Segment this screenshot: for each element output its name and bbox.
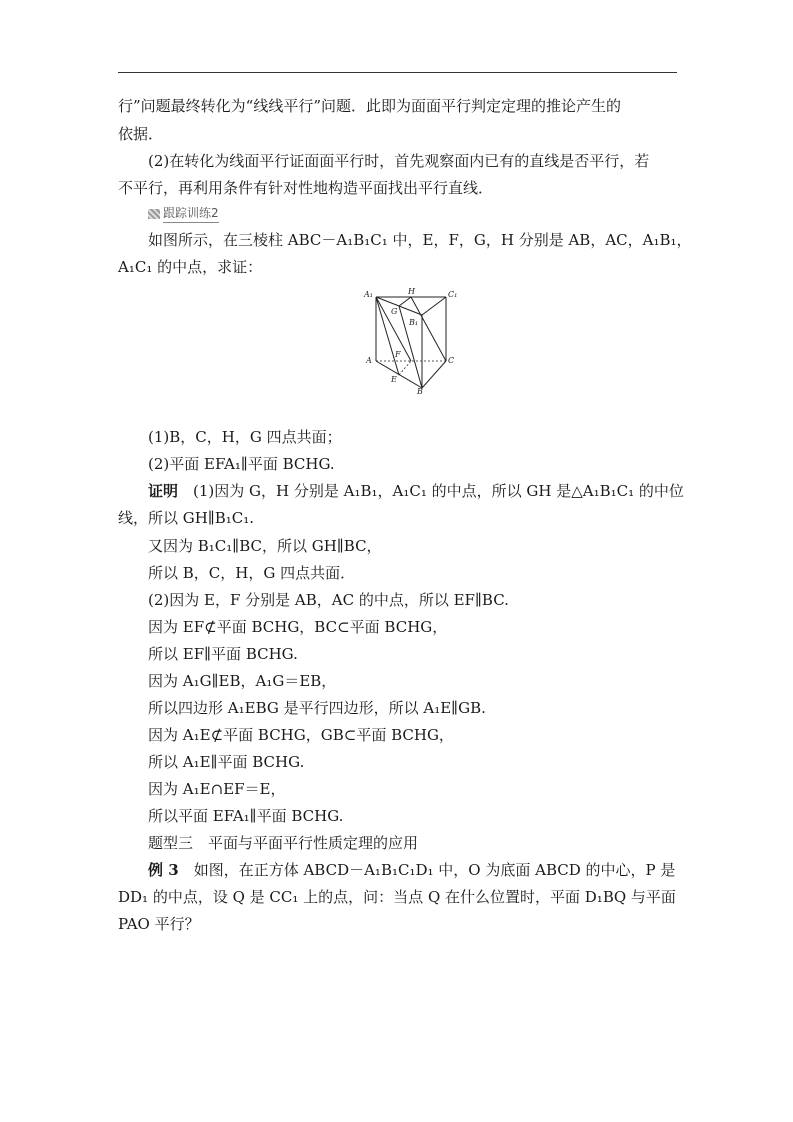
text-line: 如图，在正方体 ABCD－A₁B₁C₁D₁ 中，O 为底面 ABCD 的中心，P 是 [193,861,676,879]
practice-tag [148,204,219,223]
label-c: C [448,356,455,365]
tag-square-icon [148,209,160,219]
text-line: 所以 A₁E∥平面 BCHG. [148,753,305,771]
text-line: 不平行，再利用条件有针对性地构造平面找出平行直线． [118,179,494,197]
text-line: 所以平面 EFA₁∥平面 BCHG. [148,807,344,825]
text-line: 所以四边形 A₁EBG 是平行四边形，所以 A₁E∥GB. [148,699,486,717]
text-line: PAO 平行？ [118,915,200,933]
label-f: F [395,350,401,359]
label-e: E [391,375,397,384]
text-line: (1)因为 G，H 分别是 A₁B₁，A₁C₁ 的中点，所以 GH 是△A₁B₁C₁ 的中位 [193,482,684,500]
text-line: 行”问题最终转化为“线线平行”问题．此即为面面平行判定定理的推论产生的 [118,97,622,115]
label-a1: A₁ [364,290,373,299]
label-g: G [391,307,398,316]
example-line [148,860,675,880]
proof-line [148,481,684,501]
text-line: (2)在转化为线面平行证面面平行时，首先观察面内已有的直线是否平行，若 [148,152,650,170]
label-a: A [366,356,372,365]
text-line: 线，所以 GH∥B₁C₁. [118,509,255,527]
text-line: 所以 B，C，H，G 四点共面． [148,564,356,582]
example-label: 例 3 [148,861,179,879]
header-rule [118,72,677,73]
section-heading: 题型三 平面与平面平行性质定理的应用 [148,834,419,852]
text-line: 又因为 B₁C₁∥BC，所以 GH∥BC， [148,537,382,555]
prism-figure [362,285,462,395]
proof-label: 证明 [148,482,179,500]
text-line: 因为 A₁G∥EB，A₁G＝EB， [148,672,337,690]
text-line: 如图所示，在三棱柱 ABC－A₁B₁C₁ 中，E，F，G，H 分别是 AB，AC，A₁B₁， [148,231,692,249]
text-line: (2)因为 E，F 分别是 AB，AC 的中点，所以 EF∥BC. [148,591,509,609]
label-b: B [417,387,423,395]
text-line: 因为 A₁E⊄平面 BCHG，GB⊂平面 BCHG， [148,726,454,744]
text-line: A₁C₁ 的中点，求证： [118,258,263,276]
text-line: 因为 A₁E∩EF＝E， [148,780,286,798]
text-line: (2)平面 EFA₁∥平面 BCHG. [148,455,335,473]
tag-label: 跟踪训练2 [163,204,219,223]
label-b1: B₁ [409,318,419,327]
text-line: 依据． [118,125,164,143]
label-h: H [408,287,415,296]
text-line: DD₁ 的中点，设 Q 是 CC₁ 上的点，问：当点 Q 在什么位置时，平面 D₁BQ 与平面 [118,888,676,906]
text-line: (1)B，C，H，G 四点共面； [148,428,342,446]
label-c1: C₁ [448,290,458,299]
text-line: 因为 EF⊄平面 BCHG，BC⊂平面 BCHG， [148,618,448,636]
text-line: 所以 EF∥平面 BCHG. [148,645,298,663]
